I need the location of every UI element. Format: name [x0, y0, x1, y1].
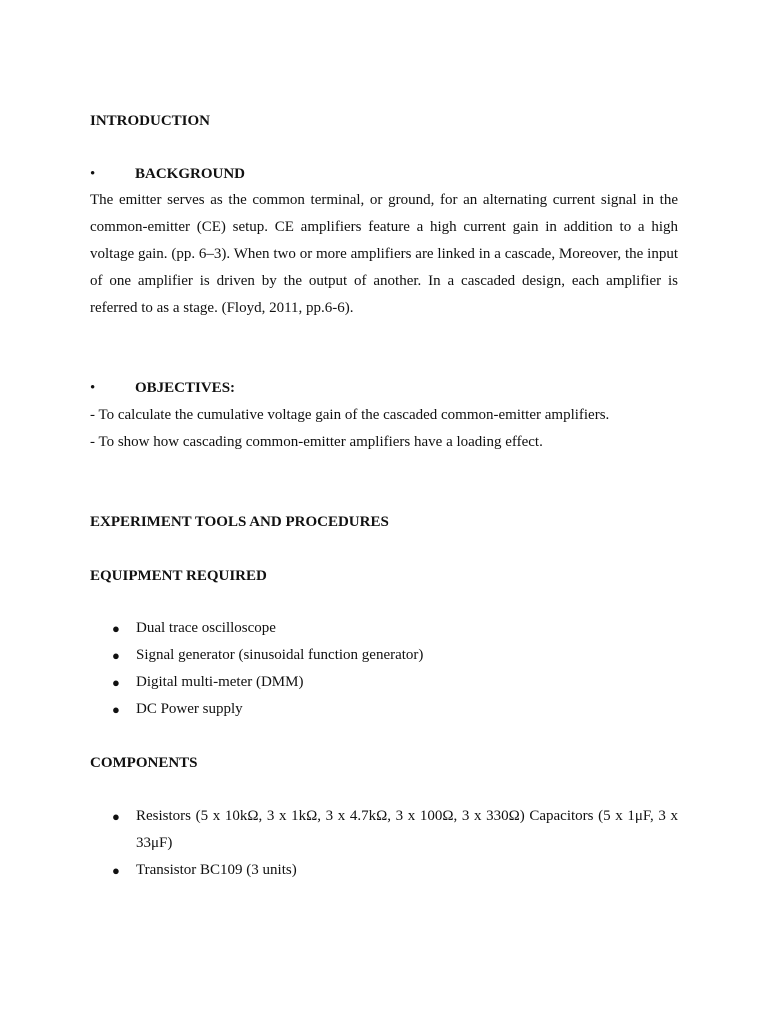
bullet-icon: ●: [112, 621, 120, 636]
background-paragraph: The emitter serves as the common terminal, or ground, for an alternating current signal in the common-emitter (CE) setup. CE amplifiers feature a high current gain in addition to a high voltage gain. (pp. 6–3). When two or more amplifiers are linked in a cascade, Moreover, the input of one amplifier is driven by the output of another. In a cascaded design, each amplifier is referred to as a stage. (Floyd, 2011, pp.6-6).: [90, 192, 678, 316]
equipment-item-text: DC Power supply: [136, 701, 243, 717]
components-item-text: Resistors (5 x 10kΩ, 3 x 1kΩ, 3 x 4.7kΩ, 3 x 100Ω, 3 x 330Ω) Capacitors (5 x 1μF, 3 x 33μF): [136, 808, 678, 851]
equipment-item-text: Dual trace oscilloscope: [136, 620, 276, 636]
bullet-icon: ●: [112, 648, 120, 663]
bullet-icon: ●: [112, 809, 120, 824]
bullet-icon: ●: [112, 675, 120, 690]
bullet-icon: •: [90, 166, 96, 182]
background-heading-label: BACKGROUND: [135, 166, 246, 182]
components-heading: COMPONENTS: [90, 755, 198, 771]
equipment-item-text: Signal generator (sinusoidal function generator): [136, 647, 424, 663]
objective-item: - To calculate the cumulative voltage gain of the cascaded common-emitter amplifiers.: [90, 407, 610, 423]
bullet-icon: ●: [112, 863, 120, 878]
objectives-heading-label: OBJECTIVES:: [135, 380, 236, 396]
bullet-icon: ●: [112, 702, 120, 717]
components-item-text: Transistor BC109 (3 units): [136, 862, 297, 878]
bullet-icon: •: [90, 380, 96, 396]
experiment-heading: EXPERIMENT TOOLS AND PROCEDURES: [90, 514, 389, 530]
objective-item: - To show how cascading common-emitter amplifiers have a loading effect.: [90, 434, 543, 450]
equipment-heading: EQUIPMENT REQUIRED: [90, 568, 267, 584]
equipment-item-text: Digital multi-meter (DMM): [136, 674, 304, 690]
introduction-heading: INTRODUCTION: [90, 113, 211, 129]
